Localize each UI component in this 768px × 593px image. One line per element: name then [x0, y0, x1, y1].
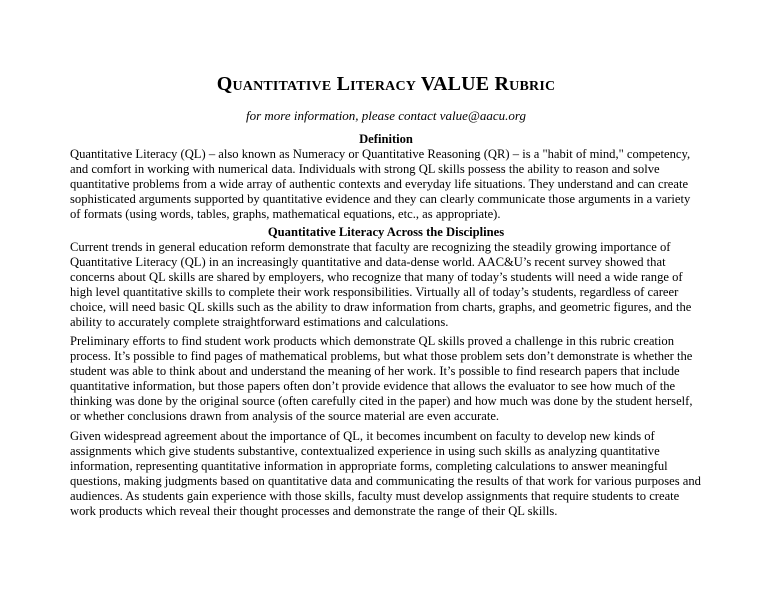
contact-line: for more information, please contact value@aacu.org [246, 108, 526, 123]
disciplines-paragraph-2: Preliminary efforts to find student work products which demonstrate QL skills proved a challenge in this rubric creation process. It’s possible to find pages of mathematical problems, but what those problem sets don’t demonstrate is whether the student was able to think about and understand the meaning of her work. It’s possible to find research papers that include quantitative information, but those papers often don’t provide evidence that allows the evaluator to see how much of the thinking was done by the original source (often carefully cited in the paper) and how much was done by the student herself, or whether conclusions drawn from analysis of the source material are even accurate. [70, 334, 693, 424]
disciplines-heading: Quantitative Literacy Across the Disciplines [267, 225, 505, 239]
document-title: Quantitative Literacy VALUE Rubric [216, 73, 556, 95]
definition-heading: Definition [359, 132, 413, 146]
definition-paragraph: Quantitative Literacy (QL) – also known as Numeracy or Quantitative Reasoning (QR) – is a "habit of mind," competency, and comfort in working with numerical data. Individuals with strong QL skills possess the ability to reason and solve quantitative problems from a wide array of authentic contexts and everyday life situations. They understand and can create sophisticated arguments supported by quantitative evidence and they can clearly communicate those arguments in a variety of formats (using words, tables, graphs, mathematical equations, etc., as appropriate). [70, 147, 691, 222]
disciplines-paragraph-1: Current trends in general education reform demonstrate that faculty are recognizing the steadily growing importance of Quantitative Literacy (QL) in an increasingly quantitative and data-dense world. AAC&U’s recent survey showed that concerns about QL skills are shared by employers, who recognize that many of today’s students will need a wide range of high level quantitative skills to complete their work responsibilities. Virtually all of today’s students, regardless of career choice, will need basic QL skills such as the ability to draw information from charts, graphs, and geometric figures, and the ability to accurately complete straightforward estimations and calculations. [70, 240, 692, 330]
disciplines-paragraph-3: Given widespread agreement about the importance of QL, it becomes incumbent on faculty to develop new kinds of assignments which give students substantive, contextualized experience in using such skills as analyzing quantitative information, representing quantitative information in appropriate forms, completing calculations to answer meaningful questions, making judgments based on quantitative data and communicating the results of that work for various purposes and audiences. As students gain experience with those skills, faculty must develop assignments that require students to create work products which reveal their thought processes and demonstrate the range of their QL skills. [70, 429, 701, 519]
